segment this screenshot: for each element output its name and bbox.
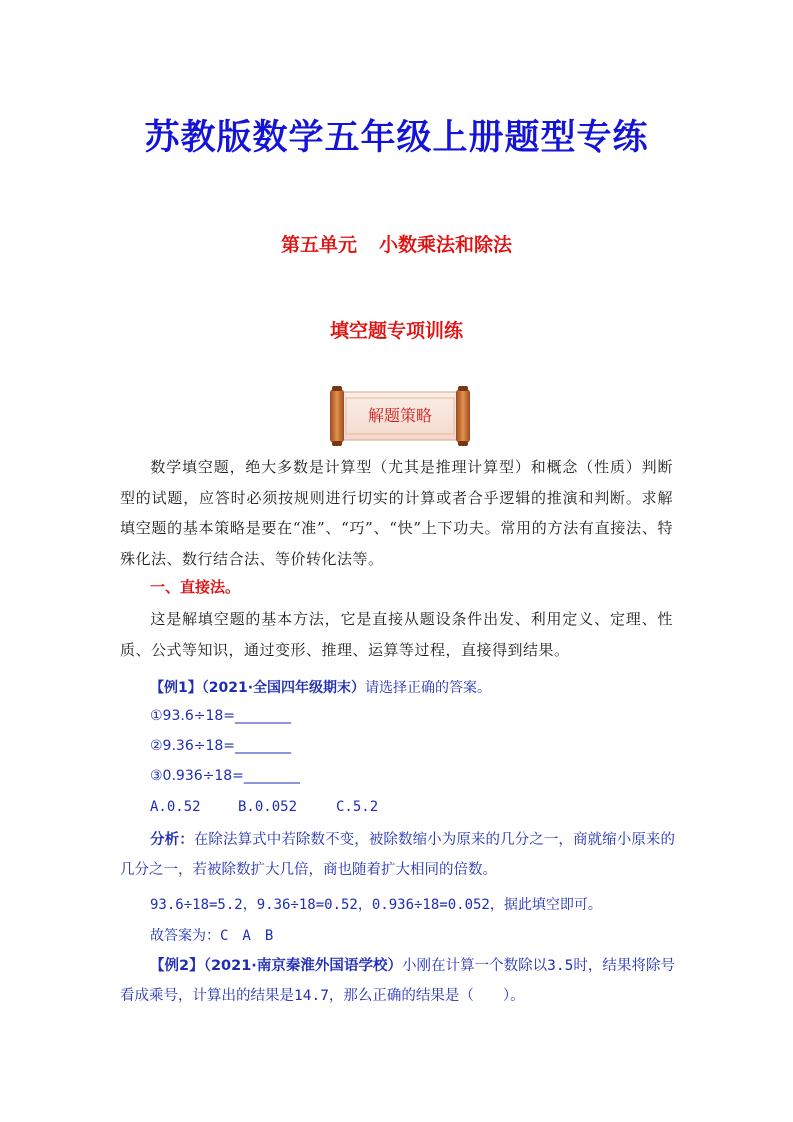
intro-text: 数学填空题，绝大多数是计算型（尤其是推理计算型）和概念（性质）判断型的试题，应答时必须按规则进行切实的计算或者合乎逻辑的推演和判断。求解填空题的基本策略是要在“准”、“巧”、“快”上下功夫。常用的方法有直接法、特殊化法、数行结合法、等价转化法等。 [120, 458, 673, 568]
example2-text: 小刚在计算一个数除以3.5时，结果将除号看成乘号，计算出的结果是14.7，那么正确的结果是（ ）。 [120, 958, 675, 1004]
option-c: C.5.2 [336, 799, 379, 815]
option-b: B.0.052 [238, 799, 298, 815]
analysis-text: 在除法算式中若除数不变，被除数缩小为原来的几分之一，商就缩小原来的几分之一，若被除数扩大几倍，商也随着扩大相同的倍数。 [120, 832, 676, 878]
section-title: 填空题专项训练 [329, 320, 463, 342]
example1-options [150, 799, 378, 815]
example2-tag: 【例2】 [150, 958, 204, 974]
unit-name: 小数乘法和除法 [379, 234, 513, 256]
method-description [120, 604, 673, 665]
unit-label: 第五单元 [280, 234, 357, 256]
example1-calculation: 93.6÷18=5.2，9.36÷18=0.52，0.936÷18=0.052，据此填空即可。 [150, 897, 602, 913]
example1-analysis [120, 825, 675, 885]
example1-item-3: ③0.936÷18=________ [150, 768, 300, 784]
example1-answer: 故答案为：C A B [150, 928, 274, 944]
intro-paragraph [120, 452, 673, 574]
example1-header [150, 677, 491, 697]
example1-source: （2021·全国四年级期末） [201, 680, 366, 696]
analysis-label: 分析： [150, 832, 194, 848]
unit-title [0, 230, 793, 257]
example2-source: （2021·南京秦淮外国语学校） [203, 958, 403, 974]
document-title: 苏教版数学五年级上册题型专练 [144, 118, 649, 158]
example1-item-2: ②9.36÷18=________ [150, 738, 291, 754]
example2 [120, 951, 675, 1011]
example1-prompt: 请选择正确的答案。 [365, 680, 492, 696]
method-description-text: 这是解填空题的基本方法，它是直接从题设条件出发、利用定义、定理、性质、公式等知识，通过变形、推理、运算等过程，直接得到结果。 [120, 610, 673, 659]
example1-tag: 【例1】 [150, 680, 202, 696]
example1-item-1: ①93.6÷18=________ [150, 708, 291, 724]
option-a: A.0.52 [150, 799, 201, 815]
strategy-label: 解题策略 [367, 406, 432, 425]
strategy-banner [326, 386, 474, 446]
method-heading: 一、直接法。 [150, 578, 241, 596]
